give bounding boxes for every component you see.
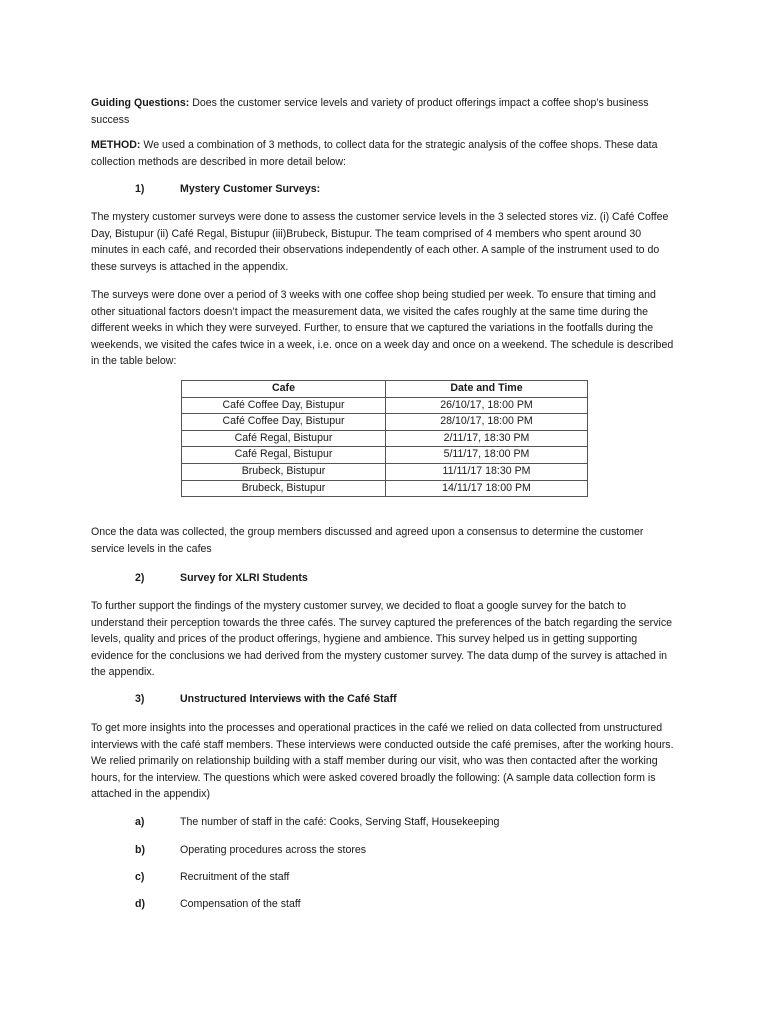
table-row	[182, 480, 588, 497]
table-cell-date: 11/11/17 18:30 PM	[386, 463, 588, 480]
section-1-number: 1)	[135, 183, 145, 195]
table-row	[182, 463, 588, 480]
table-cell-date: 26/10/17, 18:00 PM	[386, 397, 588, 414]
table-header-date-time: Date and Time	[386, 381, 588, 398]
table-cell-cafe: Brubeck, Bistupur	[182, 463, 386, 480]
guiding-label: Guiding Questions:	[91, 97, 190, 109]
section-1-title: Mystery Customer Surveys:	[180, 183, 321, 195]
list-item-text: The number of staff in the café: Cooks, Serving Staff, Housekeeping	[180, 816, 500, 828]
table-cell-cafe: Café Coffee Day, Bistupur	[182, 414, 386, 431]
table-cell-date: 5/11/17, 18:00 PM	[386, 447, 588, 464]
list-item	[91, 814, 681, 831]
section-3-paragraph-1: To get more insights into the processes and operational practices in the café we relied on data collected from unstructured interviews with the café staff members. These interviews were conducted outside the café premises, after the working hours. We relied primarily on relationship building with a staff member during our visit, who was then contacted after the working hours, for the interview. The questions which were asked covered broadly the following: (A sample data collection form is attached in the appendix)	[91, 722, 674, 801]
table-cell-date: 14/11/17 18:00 PM	[386, 480, 588, 497]
table-cell-cafe: Café Regal, Bistupur	[182, 430, 386, 447]
method-label: METHOD:	[91, 139, 141, 151]
list-item-letter: c)	[135, 871, 145, 883]
list-item	[91, 842, 681, 859]
section-3-number: 3)	[135, 693, 145, 705]
list-item-text: Recruitment of the staff	[180, 871, 290, 883]
table-header-cafe: Cafe	[182, 381, 386, 398]
table-header-row	[182, 381, 588, 398]
list-item	[91, 869, 681, 886]
table-cell-cafe: Café Regal, Bistupur	[182, 447, 386, 464]
method-text: We used a combination of 3 methods, to collect data for the strategic analysis of the coffee shops. These data collection methods are described in more detail below:	[91, 139, 658, 168]
section-3-title: Unstructured Interviews with the Café Staff	[180, 693, 397, 705]
section-1-heading	[91, 181, 681, 198]
list-item-letter: b)	[135, 844, 145, 856]
method-paragraph	[91, 137, 681, 170]
list-item-text: Compensation of the staff	[180, 898, 301, 910]
table-cell-cafe: Café Coffee Day, Bistupur	[182, 397, 386, 414]
section-1-paragraph-3: Once the data was collected, the group members discussed and agreed upon a consensus to determine the customer service levels in the cafes	[91, 526, 644, 555]
table-row	[182, 414, 588, 431]
section-2-number: 2)	[135, 572, 145, 584]
guiding-text: Does the customer service levels and variety of product offerings impact a coffee shop’s business success	[91, 97, 649, 126]
table-row	[182, 430, 588, 447]
table-cell-date: 2/11/17, 18:30 PM	[386, 430, 588, 447]
section-1-paragraph-1: The mystery customer surveys were done to assess the customer service levels in the 3 selected stores viz. (i) Café Coffee Day, Bistupur (ii) Café Regal, Bistupur (iii)Brubeck, Bistupur. The team comprised of 4 members who spent around 30 minutes in each café, and recorded their observations independently of each other. A sample of the instrument used to do these surveys is attached in the appendix.	[91, 211, 669, 273]
table-row	[182, 447, 588, 464]
table-row	[182, 397, 588, 414]
list-item-text: Operating procedures across the stores	[180, 844, 367, 856]
table-cell-cafe: Brubeck, Bistupur	[182, 480, 386, 497]
section-1-paragraph-2: The surveys were done over a period of 3 weeks with one coffee shop being studied per week. To ensure that timing and other situational factors doesn’t impact the measurement data, we visited the cafes roughly at the same time during the different weeks in which they were surveyed. Further, to ensure that we captured the variations in the footfalls during the weekends, we visited the cafes twice in a week, i.e. once on a week day and once on a weekend. The schedule is described in the table below:	[91, 289, 674, 368]
guiding-questions	[91, 95, 681, 128]
schedule-table	[181, 380, 588, 497]
list-item	[91, 896, 681, 913]
section-2-title: Survey for XLRI Students	[180, 572, 308, 584]
list-item-letter: a)	[135, 816, 145, 828]
table-cell-date: 28/10/17, 18:00 PM	[386, 414, 588, 431]
section-2-paragraph-1: To further support the findings of the mystery customer survey, we decided to float a google survey for the batch to understand their perception towards the three cafés. The survey captured the preferences of the batch regarding the service levels, quality and prices of the product offerings, hygiene and ambience. This survey helped us in getting supporting evidence for the conclusions we had derived from the mystery customer survey. The data dump of the survey is attached in the appendix.	[91, 600, 673, 679]
list-item-letter: d)	[135, 898, 145, 910]
section-2-heading	[91, 570, 681, 587]
section-3-heading	[91, 691, 681, 708]
